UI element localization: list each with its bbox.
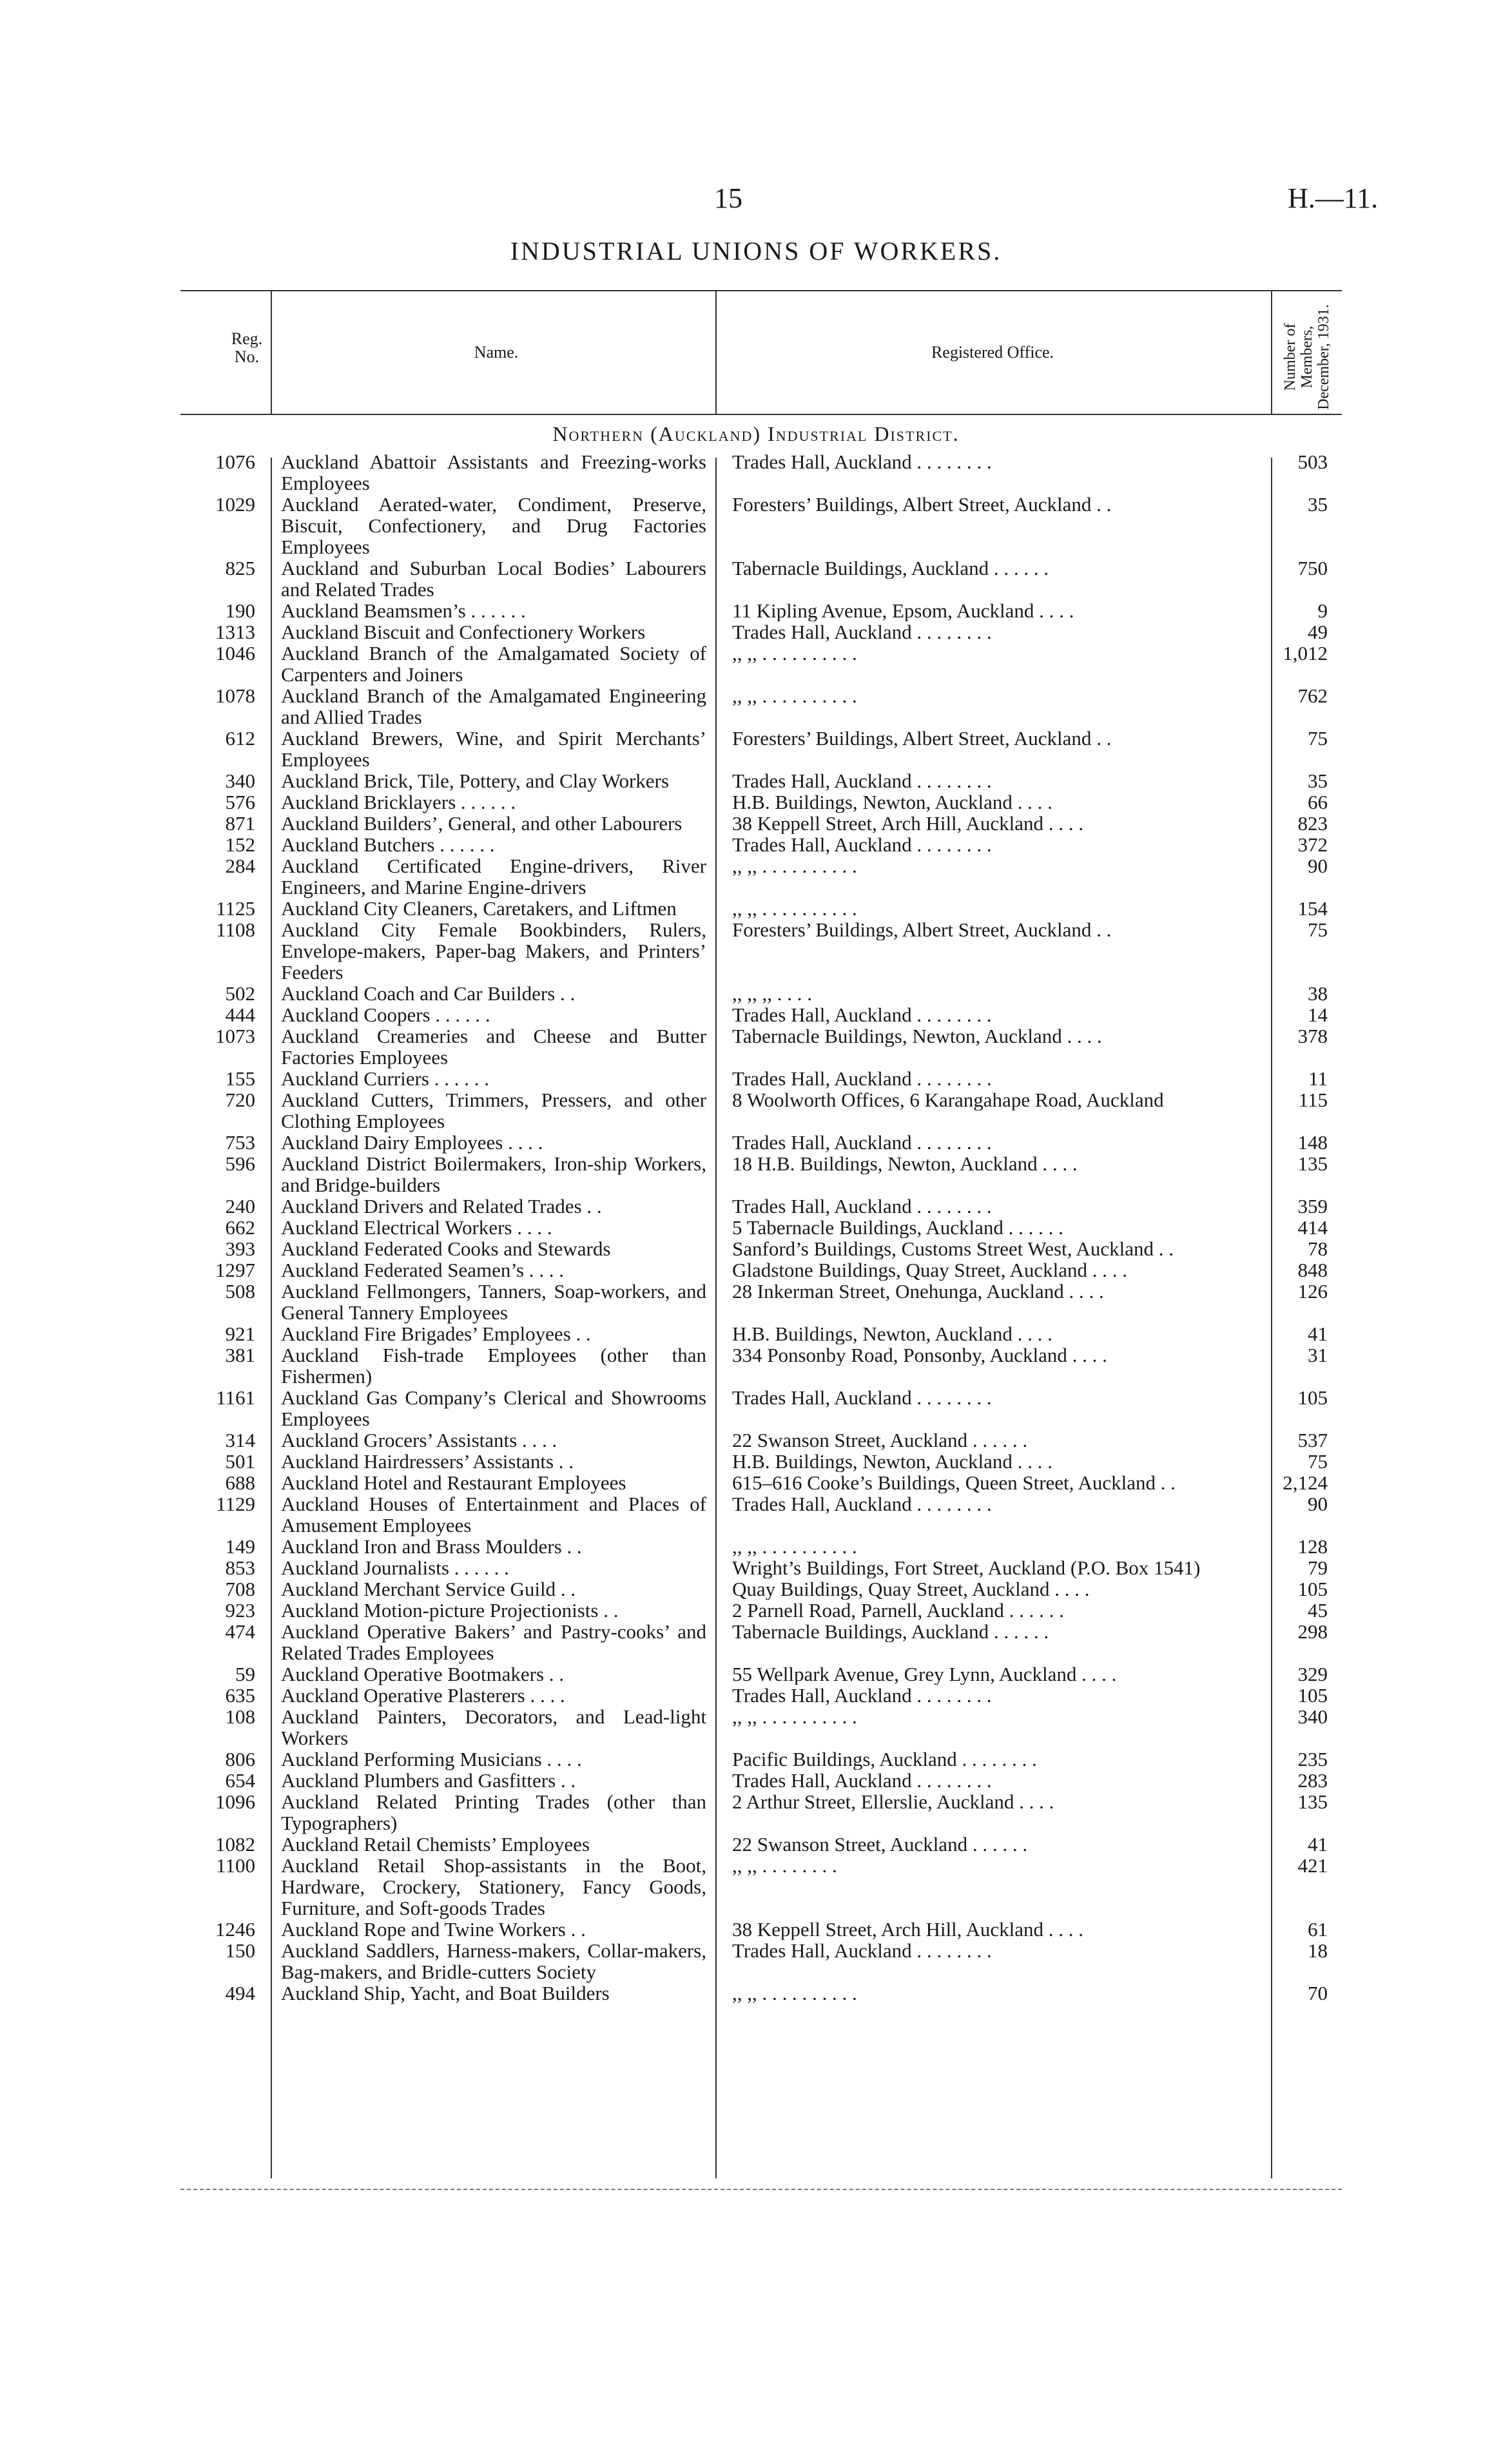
union-name-cell: Auckland Butchers . . . . . . (281, 833, 495, 856)
registered-office-cell: H.B. Buildings, Newton, Auckland . . . . (732, 1451, 1052, 1472)
registered-office-cell: Trades Hall, Auckland . . . . . . . . (732, 770, 992, 791)
union-name-cell: Auckland Coopers . . . . . . (281, 1003, 490, 1026)
union-name-cell: Auckland Aerated-water, Condiment, Preserve, Biscuit, Confectionery, and Drug Factories Employees (281, 493, 706, 558)
members-count-cell: 235 (1297, 1748, 1328, 1770)
members-count-cell: 135 (1297, 1152, 1328, 1175)
reg-no-cell: 340 (225, 770, 255, 792)
registered-office-cell: 2 Arthur Street, Ellerslie, Auckland . . . . (732, 1791, 1054, 1812)
registered-office-cell: 2 Parnell Road, Parnell, Auckland . . . . . . (732, 1600, 1064, 1621)
registered-office-cell: 8 Woolworth Offices, 6 Karangahape Road, Auckland (732, 1089, 1164, 1110)
union-name-cell: Auckland Painters, Decorators, and Lead-light Workers (281, 1705, 706, 1749)
members-count-cell: 359 (1297, 1195, 1328, 1217)
union-name-cell: Auckland Biscuit and Confectionery Workers (281, 621, 646, 643)
registered-office-cell: Trades Hall, Auckland . . . . . . . . (732, 451, 992, 472)
members-count-cell: 126 (1297, 1280, 1328, 1303)
table-row (180, 1089, 1342, 1132)
members-count-cell: 1,012 (1283, 642, 1328, 664)
table-row (180, 1238, 1342, 1259)
union-name-cell: Auckland Retail Shop-assistants in the Boot, Hardware, Crockery, Stationery, Fancy Goods, Furniture, and Soft-goods Trades (281, 1854, 706, 1919)
table-row (180, 834, 1342, 855)
registered-office-cell: 55 Wellpark Avenue, Grey Lynn, Auckland . . . . (732, 1663, 1117, 1685)
members-count-cell: 35 (1308, 493, 1328, 516)
members-count-cell: 414 (1297, 1216, 1328, 1239)
table-row (180, 1429, 1342, 1451)
registered-office-cell: Tabernacle Buildings, Auckland . . . . . . (732, 1621, 1049, 1642)
reg-no-cell: 1096 (215, 1790, 255, 1813)
members-count-cell: 9 (1317, 599, 1328, 622)
registered-office-cell: Trades Hall, Auckland . . . . . . . . (732, 1493, 992, 1515)
union-name-cell: Auckland Journalists . . . . . . (281, 1556, 509, 1579)
union-name-cell: Auckland Performing Musicians . . . . (281, 1748, 582, 1770)
reg-no-cell: 508 (225, 1280, 255, 1303)
registered-office-cell: Tabernacle Buildings, Auckland . . . . . . (732, 557, 1049, 579)
members-count-cell: 135 (1297, 1790, 1328, 1813)
union-name-cell: Auckland Branch of the Amalgamated Society of Carpenters and Joiners (281, 642, 706, 686)
union-name-cell: Auckland Brick, Tile, Pottery, and Clay Workers (281, 770, 669, 792)
union-name-cell: Auckland Fire Brigades’ Employees . . (281, 1323, 591, 1345)
table-row (180, 1578, 1342, 1600)
table-row (180, 1004, 1342, 1025)
registered-office-cell: Trades Hall, Auckland . . . . . . . . (732, 1196, 992, 1217)
members-count-cell: 38 (1308, 982, 1328, 1005)
table-row (180, 1940, 1342, 1982)
members-count-cell: 90 (1308, 855, 1328, 877)
table-row (180, 813, 1342, 834)
union-name-cell: Auckland Retail Chemists’ Employees (281, 1833, 590, 1856)
district-heading: Northern (Auckland) Industrial District. (552, 422, 960, 445)
members-count-cell: 115 (1298, 1089, 1328, 1111)
reg-no-cell: 1078 (215, 684, 255, 707)
table-row (180, 1855, 1342, 1919)
members-count-cell: 14 (1308, 1003, 1328, 1026)
reg-no-cell: 190 (225, 599, 255, 622)
members-count-cell: 2,124 (1283, 1471, 1328, 1494)
members-count-cell: 762 (1297, 684, 1328, 707)
reg-no-cell: 1246 (215, 1918, 255, 1941)
reg-no-cell: 155 (225, 1067, 255, 1090)
table-row (180, 791, 1342, 813)
registered-office-cell: Trades Hall, Auckland . . . . . . . . (732, 1132, 992, 1153)
registered-office-cell: 5 Tabernacle Buildings, Auckland . . . . . . (732, 1217, 1063, 1238)
union-name-cell: Auckland Hotel and Restaurant Employees (281, 1471, 626, 1494)
registered-office-cell: ,, ,, . . . . . . . . . . (732, 898, 857, 919)
header-registered-office: Registered Office. (931, 343, 1054, 362)
members-count-cell: 329 (1297, 1663, 1328, 1685)
reg-no-cell: 381 (225, 1344, 255, 1366)
reg-no-cell: 1161 (216, 1386, 255, 1409)
registered-office-cell: Trades Hall, Auckland . . . . . . . . (732, 621, 992, 643)
members-count-cell: 105 (1297, 1386, 1328, 1409)
unions-table-body (180, 451, 1342, 2004)
table-row (180, 1387, 1342, 1429)
reg-no-cell: 708 (225, 1578, 255, 1600)
registered-office-cell: ,, ,, . . . . . . . . . . (732, 685, 857, 706)
registered-office-cell: Trades Hall, Auckland . . . . . . . . (732, 1004, 992, 1025)
reg-no-cell: 635 (225, 1684, 255, 1707)
union-name-cell: Auckland Grocers’ Assistants . . . . (281, 1429, 557, 1451)
table-row (180, 1281, 1342, 1323)
reg-no-cell: 853 (225, 1556, 255, 1579)
reg-no-cell: 59 (235, 1663, 255, 1685)
members-count-cell: 18 (1308, 1939, 1328, 1962)
header-name: Name. (474, 343, 519, 362)
members-count-cell: 154 (1297, 897, 1328, 920)
reg-no-cell: 152 (225, 833, 255, 856)
table-row (180, 898, 1342, 919)
registered-office-cell: Foresters’ Buildings, Albert Street, Auckland . . (732, 728, 1112, 749)
table-row (180, 600, 1342, 621)
reg-no-cell: 1082 (215, 1833, 255, 1856)
reg-no-cell: 576 (225, 791, 255, 813)
registered-office-cell: Tabernacle Buildings, Newton, Auckland . . . . (732, 1025, 1102, 1047)
union-name-cell: Auckland Houses of Entertainment and Places of Amusement Employees (281, 1493, 706, 1536)
union-name-cell: Auckland Iron and Brass Moulders . . (281, 1535, 582, 1558)
registered-office-cell: Trades Hall, Auckland . . . . . . . . (732, 1685, 992, 1706)
table-row (180, 643, 1342, 685)
reg-no-cell: 240 (225, 1195, 255, 1217)
reg-no-cell: 1125 (216, 897, 255, 920)
header-members-cell (1274, 303, 1341, 411)
registered-office-cell: 334 Ponsonby Road, Ponsonby, Auckland . . . . (732, 1344, 1107, 1366)
union-name-cell: Auckland City Cleaners, Caretakers, and Liftmen (281, 897, 677, 920)
union-name-cell: Auckland Dairy Employees . . . . (281, 1131, 543, 1154)
union-name-cell: Auckland Gas Company’s Clerical and Showrooms Employees (281, 1386, 706, 1430)
registered-office-cell: Trades Hall, Auckland . . . . . . . . (732, 834, 992, 855)
registered-office-cell: Quay Buildings, Quay Street, Auckland . . . . (732, 1578, 1090, 1600)
registered-office-cell: Sanford’s Buildings, Customs Street West, Auckland . . (732, 1238, 1174, 1259)
table-row (180, 1749, 1342, 1770)
members-count-cell: 503 (1297, 451, 1328, 473)
reg-no-cell: 753 (225, 1131, 255, 1154)
registered-office-cell: 11 Kipling Avenue, Epsom, Auckland . . . . (732, 600, 1074, 621)
reg-no-cell: 314 (225, 1429, 255, 1451)
registered-office-cell: Pacific Buildings, Auckland . . . . . . . . (732, 1749, 1037, 1770)
registered-office-cell: 38 Keppell Street, Arch Hill, Auckland . . . . (732, 813, 1083, 834)
members-count-cell: 848 (1297, 1259, 1328, 1281)
reg-no-cell: 1297 (215, 1259, 255, 1281)
registered-office-cell: ,, ,, . . . . . . . . . . (732, 1706, 857, 1727)
registered-office-cell: 38 Keppell Street, Arch Hill, Auckland . . . . (732, 1919, 1083, 1940)
table-row (180, 1132, 1342, 1153)
union-name-cell: Auckland and Suburban Local Bodies’ Labourers and Related Trades (281, 557, 706, 601)
table-row (180, 621, 1342, 643)
members-count-cell: 421 (1297, 1854, 1328, 1877)
members-count-cell: 61 (1308, 1918, 1328, 1941)
registered-office-cell: Foresters’ Buildings, Albert Street, Auckland . . (732, 919, 1112, 940)
members-count-cell: 31 (1308, 1344, 1328, 1366)
table-row (180, 855, 1342, 898)
reg-no-cell: 149 (225, 1535, 255, 1558)
table-row (180, 1259, 1342, 1281)
members-count-cell: 283 (1297, 1769, 1328, 1792)
reg-no-cell: 688 (225, 1471, 255, 1494)
reg-no-cell: 494 (225, 1982, 255, 2004)
union-name-cell: Auckland Hairdressers’ Assistants . . (281, 1450, 574, 1473)
table-row (180, 1153, 1342, 1196)
table-bottom-rule (180, 2189, 1342, 2190)
union-name-cell: Auckland Electrical Workers . . . . (281, 1216, 552, 1239)
registered-office-cell: 615–616 Cooke’s Buildings, Queen Street, Auckland . . (732, 1472, 1176, 1493)
table-row (180, 494, 1342, 557)
table-row (180, 1621, 1342, 1663)
registered-office-cell: Foresters’ Buildings, Albert Street, Auckland . . (732, 494, 1112, 515)
reg-no-cell: 1029 (215, 493, 255, 516)
registered-office-cell: Trades Hall, Auckland . . . . . . . . (732, 1068, 992, 1089)
table-row (180, 1982, 1342, 2004)
reg-no-cell: 921 (225, 1323, 255, 1345)
union-name-cell: Auckland District Boilermakers, Iron-ship Workers, and Bridge-builders (281, 1152, 706, 1196)
union-name-cell: Auckland Merchant Service Guild . . (281, 1578, 576, 1600)
registered-office-cell: ,, ,, . . . . . . . . . . (732, 643, 857, 664)
table-top-rule (180, 290, 1342, 291)
registered-office-cell: ,, ,, ,, . . . . (732, 983, 812, 1004)
registered-office-cell: Trades Hall, Auckland . . . . . . . . (732, 1387, 992, 1408)
reg-no-cell: 108 (225, 1705, 255, 1728)
union-name-cell: Auckland Bricklayers . . . . . . (281, 791, 516, 813)
registered-office-cell: 22 Swanson Street, Auckland . . . . . . (732, 1834, 1028, 1855)
table-row (180, 1557, 1342, 1578)
table-row (180, 1536, 1342, 1557)
union-name-cell: Auckland Federated Seamen’s . . . . (281, 1259, 565, 1281)
reg-no-cell: 444 (225, 1003, 255, 1026)
reg-no-cell: 1100 (216, 1854, 255, 1877)
table-row (180, 1919, 1342, 1940)
members-count-cell: 35 (1308, 770, 1328, 792)
union-name-cell: Auckland Builders’, General, and other Labourers (281, 812, 683, 835)
reg-no-cell: 923 (225, 1599, 255, 1622)
registered-office-cell: Trades Hall, Auckland . . . . . . . . (732, 1770, 992, 1791)
table-row (180, 685, 1342, 728)
union-name-cell: Auckland Federated Cooks and Stewards (281, 1237, 611, 1260)
table-row (180, 1493, 1342, 1536)
table-row (180, 983, 1342, 1004)
members-count-cell: 340 (1297, 1705, 1328, 1728)
members-count-cell: 105 (1297, 1578, 1328, 1600)
members-count-cell: 372 (1297, 833, 1328, 856)
union-name-cell: Auckland Fellmongers, Tanners, Soap-workers, and General Tannery Employees (281, 1280, 706, 1324)
union-name-cell: Auckland Drivers and Related Trades . . (281, 1195, 602, 1217)
table-row (180, 1344, 1342, 1387)
table-row (180, 1600, 1342, 1621)
union-name-cell: Auckland Motion-picture Projectionists . . (281, 1599, 619, 1622)
members-count-cell: 41 (1308, 1833, 1328, 1856)
reg-no-cell: 871 (225, 812, 255, 835)
union-name-cell: Auckland Rope and Twine Workers . . (281, 1918, 586, 1941)
table-row (180, 1791, 1342, 1834)
union-name-cell: Auckland Brewers, Wine, and Spirit Merchants’ Employees (281, 727, 706, 771)
table-row (180, 728, 1342, 770)
table-row (180, 1068, 1342, 1089)
members-count-cell: 70 (1308, 1982, 1328, 2004)
members-count-cell: 49 (1308, 621, 1328, 643)
members-count-cell: 823 (1297, 812, 1328, 835)
reg-no-cell: 1108 (216, 918, 255, 941)
reg-no-cell: 662 (225, 1216, 255, 1239)
union-name-cell: Auckland City Female Bookbinders, Rulers, Envelope-makers, Paper-bag Makers, and Printers’ Feeders (281, 918, 706, 984)
registered-office-cell: 28 Inkerman Street, Onehunga, Auckland . . . . (732, 1281, 1104, 1302)
union-name-cell: Auckland Cutters, Trimmers, Pressers, and other Clothing Employees (281, 1089, 706, 1132)
reg-no-cell: 1313 (215, 621, 255, 643)
registered-office-cell: ,, ,, . . . . . . . . . . (732, 855, 857, 877)
members-count-cell: 298 (1297, 1620, 1328, 1643)
members-count-cell: 78 (1308, 1237, 1328, 1260)
table-row (180, 1196, 1342, 1217)
reg-no-cell: 1073 (215, 1025, 255, 1047)
table-row (180, 1451, 1342, 1472)
table-row (180, 1706, 1342, 1749)
members-count-cell: 128 (1297, 1535, 1328, 1558)
registered-office-cell: ,, ,, . . . . . . . . (732, 1855, 837, 1876)
reg-no-cell: 474 (225, 1620, 255, 1643)
reg-no-cell: 284 (225, 855, 255, 877)
registered-office-cell: ,, ,, . . . . . . . . . . (732, 1982, 857, 2004)
reg-no-cell: 1046 (215, 642, 255, 664)
members-count-cell: 11 (1308, 1067, 1328, 1090)
table-row (180, 1323, 1342, 1344)
registered-office-cell: Gladstone Buildings, Quay Street, Auckland . . . . (732, 1259, 1128, 1281)
document-title: INDUSTRIAL UNIONS OF WORKERS. (510, 237, 1002, 266)
union-name-cell: Auckland Certificated Engine-drivers, River Engineers, and Marine Engine-drivers (281, 855, 706, 898)
reg-no-cell: 806 (225, 1748, 255, 1770)
table-row (180, 770, 1342, 791)
document-reference: H.—11. (1288, 182, 1379, 214)
members-count-cell: 750 (1297, 557, 1328, 579)
union-name-cell: Auckland Operative Bootmakers . . (281, 1663, 565, 1685)
registered-office-cell: H.B. Buildings, Newton, Auckland . . . . (732, 1323, 1052, 1344)
union-name-cell: Auckland Coach and Car Builders . . (281, 982, 576, 1005)
union-name-cell: Auckland Curriers . . . . . . (281, 1067, 489, 1090)
union-name-cell: Auckland Fish-trade Employees (other than Fishermen) (281, 1344, 706, 1388)
members-count-cell: 79 (1308, 1556, 1328, 1579)
table-row (180, 1770, 1342, 1791)
registered-office-cell: Wright’s Buildings, Fort Street, Auckland (P.O. Box 1541) (732, 1557, 1201, 1578)
reg-no-cell: 1129 (216, 1493, 255, 1515)
reg-no-cell: 150 (225, 1939, 255, 1962)
union-name-cell: Auckland Related Printing Trades (other than Typographers) (281, 1790, 706, 1834)
members-count-cell: 75 (1308, 727, 1328, 750)
table-row (180, 1663, 1342, 1685)
table-row (180, 557, 1342, 600)
union-name-cell: Auckland Creameries and Cheese and Butter Factories Employees (281, 1025, 706, 1069)
table-row (180, 919, 1342, 983)
members-count-cell: 41 (1308, 1323, 1328, 1345)
members-count-cell: 90 (1308, 1493, 1328, 1515)
table-row (180, 451, 1342, 494)
union-name-cell: Auckland Beamsmen’s . . . . . . (281, 599, 526, 622)
header-reg-no: Reg. No. (231, 329, 263, 366)
members-count-cell: 75 (1308, 1450, 1328, 1473)
reg-no-cell: 612 (225, 727, 255, 750)
registered-office-cell: Trades Hall, Auckland . . . . . . . . (732, 1940, 992, 1961)
reg-no-cell: 501 (225, 1450, 255, 1473)
members-count-cell: 66 (1308, 791, 1328, 813)
registered-office-cell: 18 H.B. Buildings, Newton, Auckland . . . . (732, 1153, 1078, 1174)
reg-no-cell: 654 (225, 1769, 255, 1792)
reg-no-cell: 502 (225, 982, 255, 1005)
page-number: 15 (714, 182, 742, 214)
members-count-cell: 148 (1297, 1131, 1328, 1154)
reg-no-cell: 393 (225, 1237, 255, 1260)
table-row (180, 1834, 1342, 1855)
table-row (180, 1025, 1342, 1068)
union-name-cell: Auckland Abattoir Assistants and Freezing-works Employees (281, 451, 706, 494)
reg-no-cell: 596 (225, 1152, 255, 1175)
reg-no-cell: 1076 (215, 451, 255, 473)
table-row (180, 1472, 1342, 1493)
members-count-cell: 75 (1308, 918, 1328, 941)
registered-office-cell: 22 Swanson Street, Auckland . . . . . . (732, 1429, 1028, 1451)
union-name-cell: Auckland Operative Bakers’ and Pastry-cooks’ and Related Trades Employees (281, 1620, 706, 1664)
union-name-cell: Auckland Saddlers, Harness-makers, Collar-makers, Bag-makers, and Bridle-cutters Society (281, 1939, 706, 1983)
union-name-cell: Auckland Plumbers and Gasfitters . . (281, 1769, 576, 1792)
members-count-cell: 537 (1297, 1429, 1328, 1451)
union-name-cell: Auckland Ship, Yacht, and Boat Builders (281, 1982, 610, 2004)
header-members: Number of Members, December, 1931. (1282, 304, 1332, 410)
union-name-cell: Auckland Branch of the Amalgamated Engineering and Allied Trades (281, 684, 706, 728)
table-header-rule (180, 414, 1342, 415)
union-name-cell: Auckland Operative Plasterers . . . . (281, 1684, 565, 1707)
members-count-cell: 378 (1297, 1025, 1328, 1047)
table-row (180, 1217, 1342, 1238)
header-divider-office (1271, 291, 1272, 414)
members-count-cell: 105 (1297, 1684, 1328, 1707)
registered-office-cell: ,, ,, . . . . . . . . . . (732, 1536, 857, 1557)
reg-no-cell: 720 (225, 1089, 255, 1111)
table-row (180, 1685, 1342, 1706)
members-count-cell: 45 (1308, 1599, 1328, 1622)
registered-office-cell: H.B. Buildings, Newton, Auckland . . . . (732, 791, 1052, 813)
reg-no-cell: 825 (225, 557, 255, 579)
